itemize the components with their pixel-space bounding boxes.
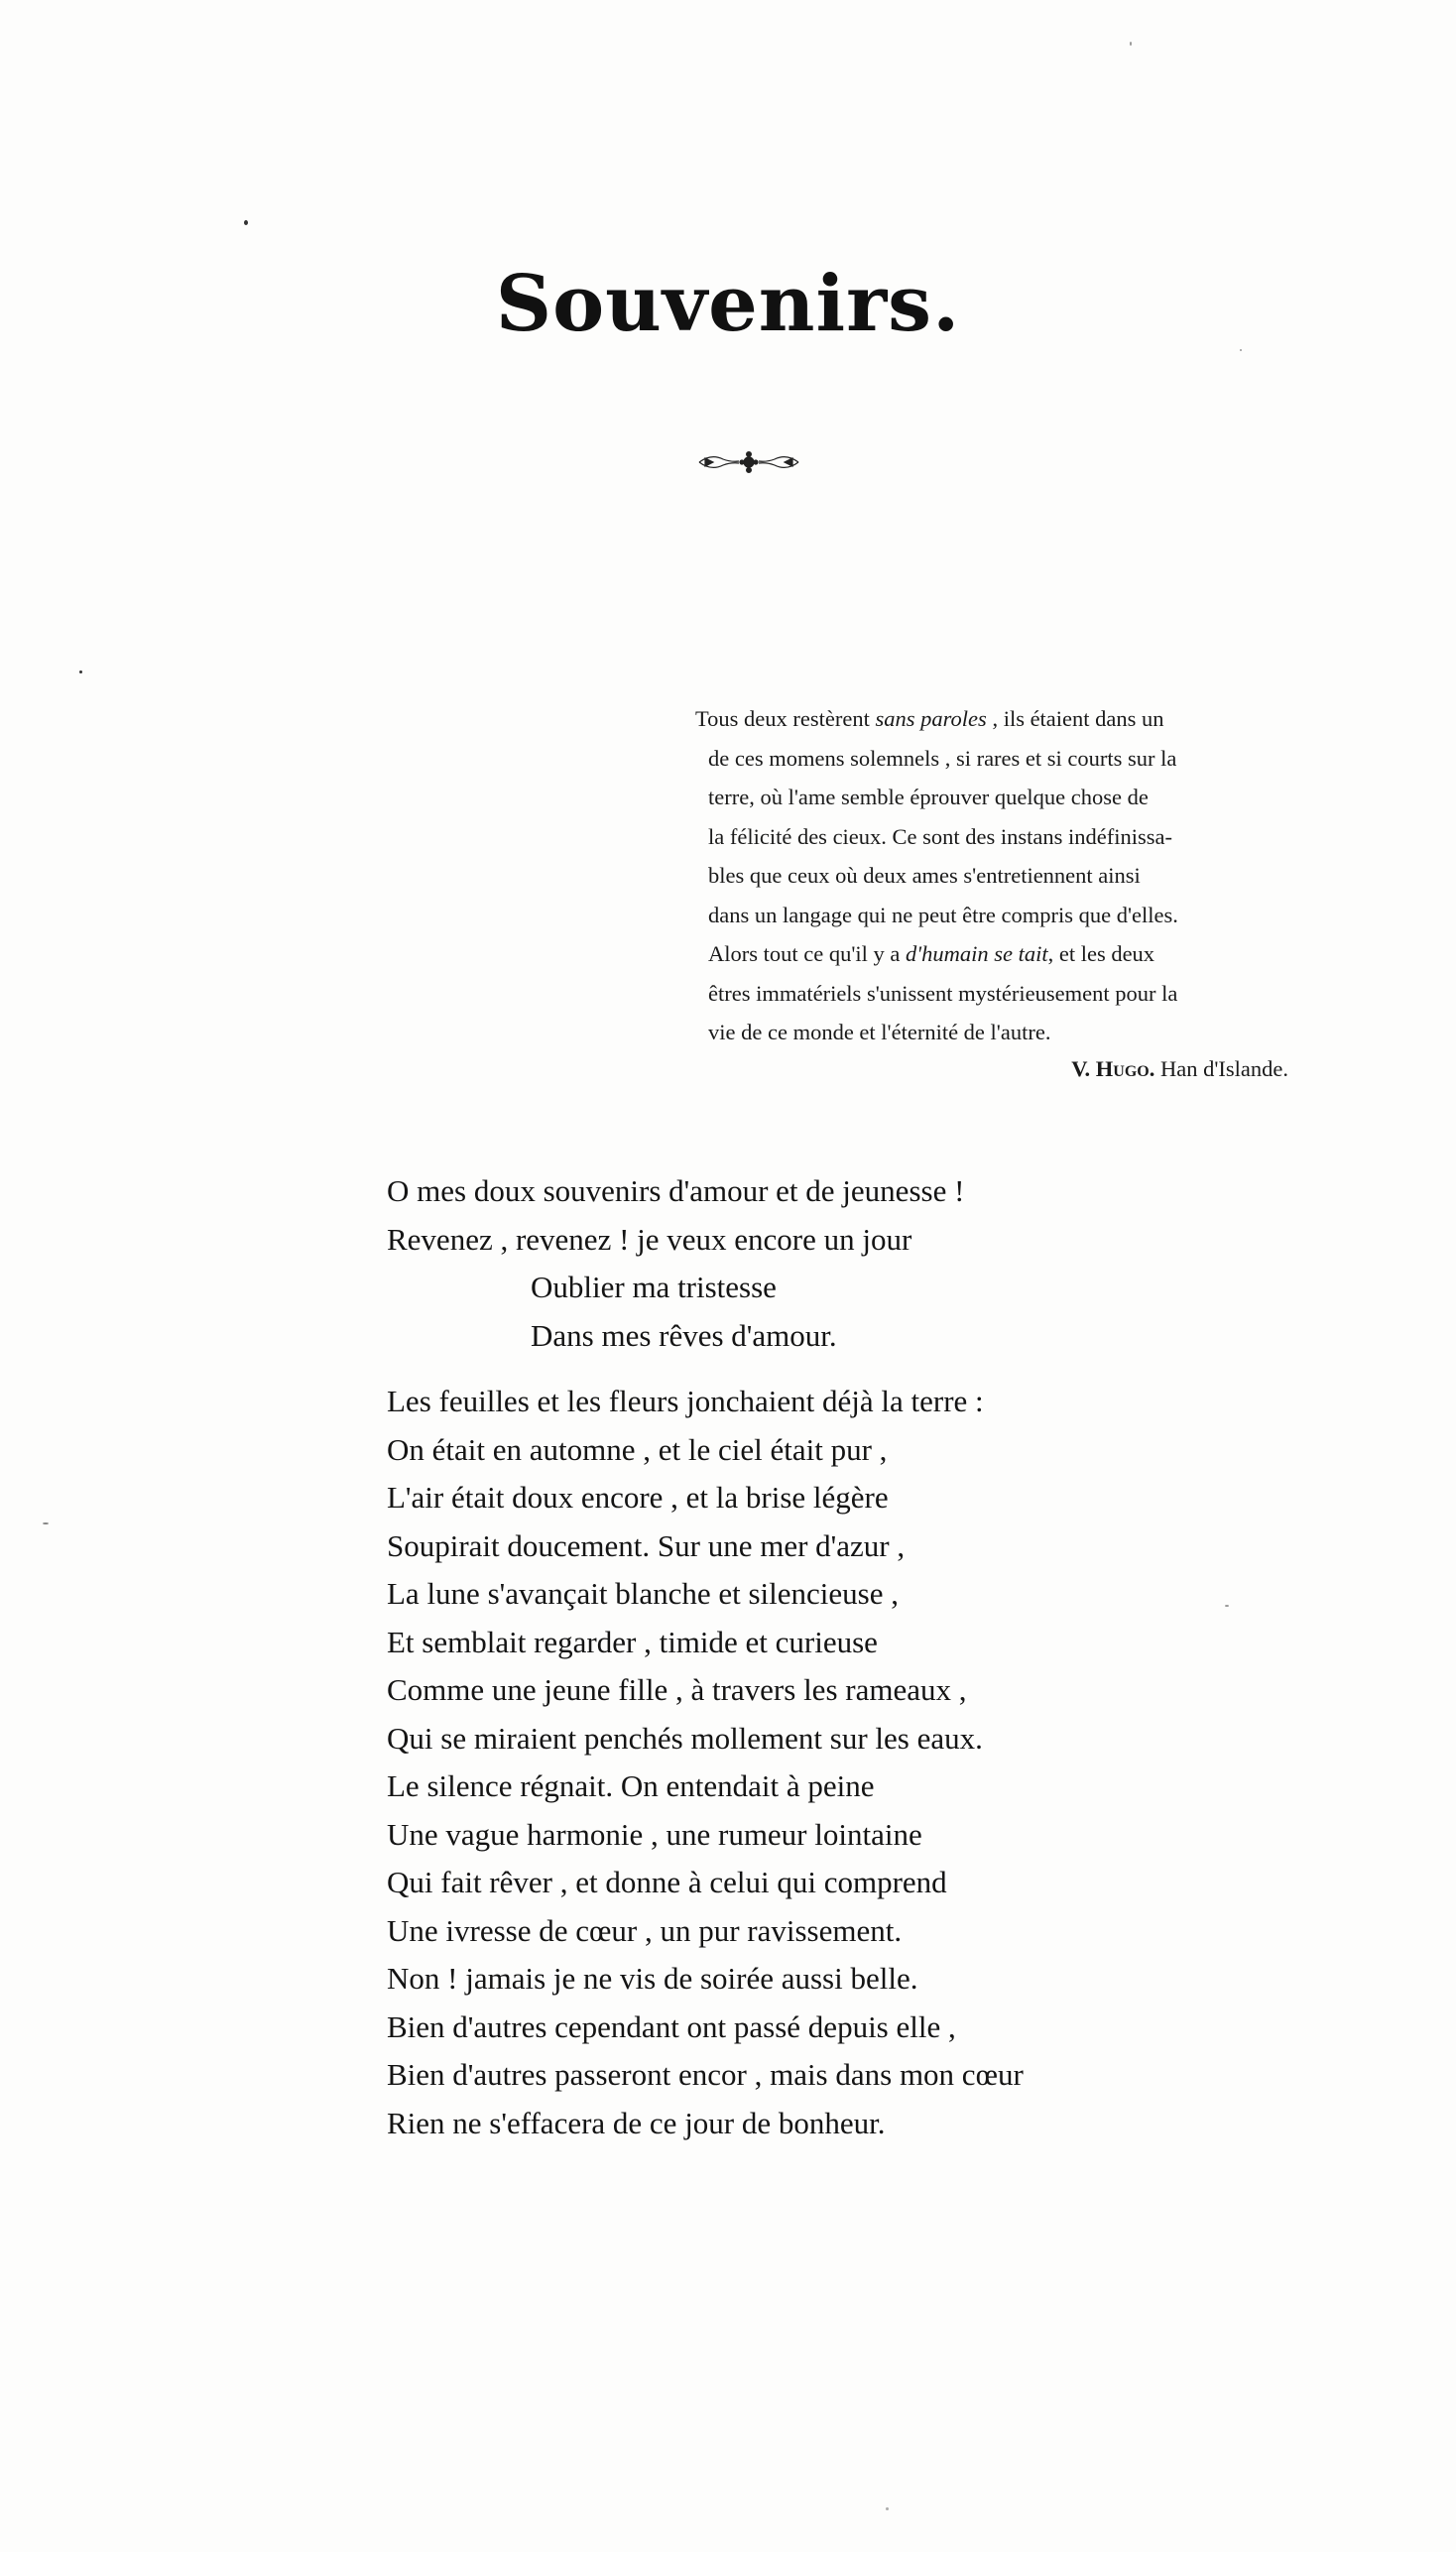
poem-line: La lune s'avançait blanche et silencieuse , bbox=[387, 1576, 899, 1611]
poem-line: Bien d'autres cependant ont passé depuis elle , bbox=[387, 2008, 956, 2044]
poem-line: Rien ne s'effacera de ce jour de bonheur. bbox=[387, 2105, 886, 2140]
epigraph-line: de ces momens solemnels , si rares et si courts sur la bbox=[708, 745, 1177, 771]
attribution-author: V. Hugo. bbox=[1071, 1056, 1155, 1081]
epigraph-attribution bbox=[695, 1054, 1288, 1084]
poem-line: Qui fait rêver , et donne à celui qui comprend bbox=[387, 1865, 947, 1899]
fleuron-ornament-icon bbox=[697, 449, 800, 475]
poem-line: Les feuilles et les fleurs jonchaient déjà la terre : bbox=[387, 1384, 984, 1418]
poem-line: Soupirait doucement. Sur une mer d'azur , bbox=[387, 1527, 906, 1563]
epigraph-line: la félicité des cieux. Ce sont des instans indéfinissa- bbox=[708, 823, 1173, 849]
poem-line: Le silence régnait. On entendait à peine bbox=[387, 1768, 875, 1803]
ink-speck bbox=[1240, 349, 1242, 351]
poem-line: O mes doux souvenirs d'amour et de jeunesse ! bbox=[387, 1173, 965, 1208]
page-title: Souvenirs. bbox=[495, 259, 961, 349]
epigraph-line: Alors tout ce qu'il y a d'humain se tait, et les deux bbox=[708, 941, 1155, 966]
poem-line: Une ivresse de cœur , un pur ravissement. bbox=[387, 1912, 903, 1948]
poem-line: Oublier ma tristesse bbox=[531, 1270, 777, 1304]
poem-line: Dans mes rêves d'amour. bbox=[531, 1317, 837, 1353]
poem-line: Et semblait regarder , timide et curieuse bbox=[387, 1624, 878, 1659]
epigraph-line: Tous deux restèrent sans paroles , ils étaient dans un bbox=[695, 706, 1164, 731]
epigraph-line: vie de ce monde et l'éternité de l'autre. bbox=[708, 1020, 1051, 1044]
stanza bbox=[387, 1378, 1379, 2147]
poem-line: Qui se miraient penchés mollement sur les eaux. bbox=[387, 1720, 983, 1756]
poem-line: L'air était doux encore , et la brise légère bbox=[387, 1480, 889, 1515]
ink-speck bbox=[79, 670, 82, 673]
stanza bbox=[387, 1167, 1379, 1360]
poem-line: Bien d'autres passeront encor , mais dans mon cœur bbox=[387, 2057, 1024, 2092]
ink-speck bbox=[43, 1522, 49, 1524]
attribution-work: Han d'Islande. bbox=[1154, 1056, 1288, 1081]
poem-line: Revenez , revenez ! je veux encore un jour bbox=[387, 1221, 912, 1257]
poem-line: On était en automne , et le ciel était pur , bbox=[387, 1431, 888, 1467]
epigraph bbox=[695, 699, 1330, 1052]
poem-line: Une vague harmonie , une rumeur lointaine bbox=[387, 1816, 922, 1852]
ink-speck bbox=[886, 2507, 889, 2510]
epigraph-line: êtres immatériels s'unissent mystérieusement pour la bbox=[708, 980, 1178, 1006]
ink-speck bbox=[244, 220, 248, 225]
epigraph-line: bles que ceux où deux ames s'entretiennent ainsi bbox=[708, 863, 1141, 888]
epigraph-line: dans un langage qui ne peut être compris que d'elles. bbox=[708, 902, 1178, 927]
poem-line: Non ! jamais je ne vis de soirée aussi belle. bbox=[387, 1961, 918, 1996]
epigraph-line: terre, où l'ame semble éprouver quelque chose de bbox=[708, 785, 1149, 809]
poem-line: Comme une jeune fille , à travers les rameaux , bbox=[387, 1672, 967, 1707]
ink-speck bbox=[1130, 42, 1132, 46]
poem bbox=[387, 1167, 1379, 2147]
